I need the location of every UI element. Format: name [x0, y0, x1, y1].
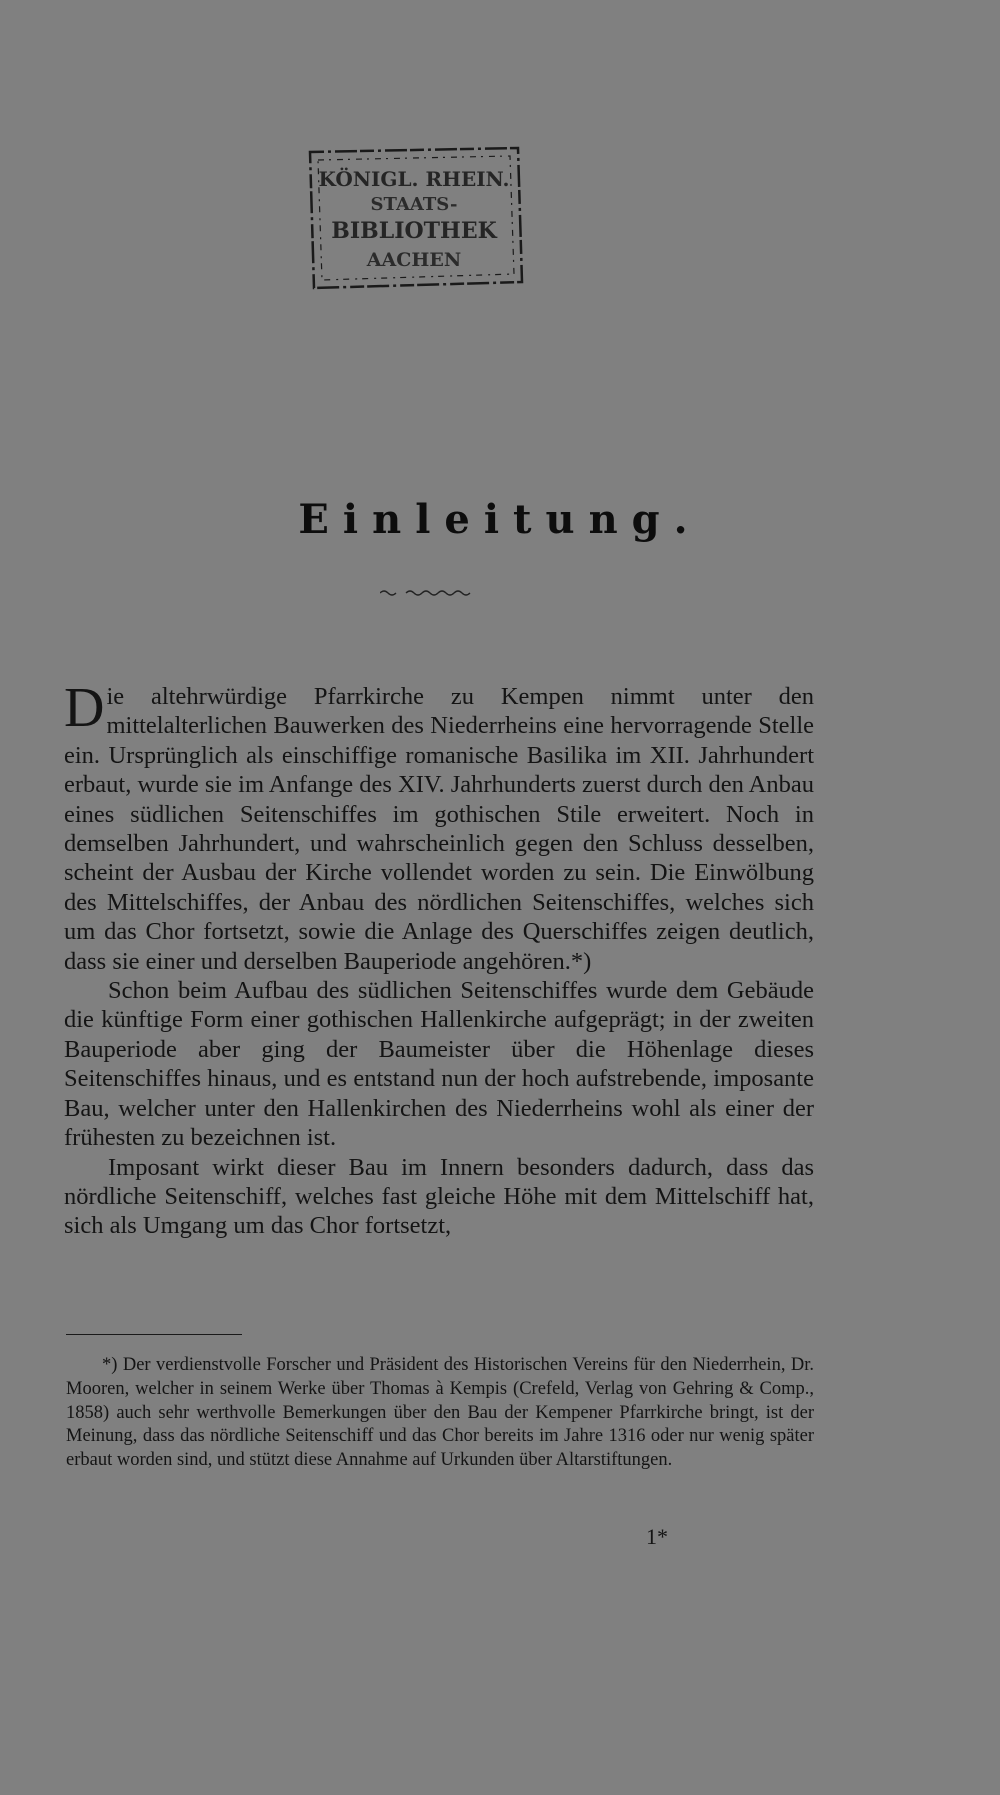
footnote-divider — [66, 1334, 242, 1335]
body-text — [64, 677, 815, 1241]
stamp-line-3: BIBLIOTHEK — [331, 218, 497, 244]
library-stamp — [296, 144, 530, 292]
paragraph-1: Die altehrwürdige Pfarrkirche zu Kempen nimmt unter den mittelalterlichen Bauwerken des Niederrheins eine hervorragende Stelle ein. Ursprünglich als einschiffige romanische Basilika im XII. Jahrhundert erbaut, wurde sie im Anfange des XIV. Jahrhunderts zuerst durch den Anbau eines südlichen Seitenschiffes im gothischen Stile erweitert. Noch in demselben Jahrhundert, und wahrscheinlich gegen den Schluss desselben, scheint der Ausbau der Kirche vollendet worden zu sein. Die Einwölbung des Mittelschiffes, der Anbau des nördlichen Seitenschiffes, welches sich um das Chor fortsetzt, sowie die Anlage des Querschiffes zeigen deutlich, dass sie einer und derselben Bauperiode angehören.*) — [64, 677, 815, 975]
stamp-line-1: KÖNIGL. RHEIN. — [318, 167, 510, 191]
footnote: *) Der verdienstvolle Forscher und Präsident des Historischen Vereins für den Niederrhein, Dr. Mooren, welcher in seinem Werke über Thomas à Kempis (Crefeld, Verlag von Gehring & Comp., 1858) auch sehr werthvolle Bemerkungen über den Bau der Kempener Pfarrkirche bringt, ist der Meinung, dass das nördliche Seitenschiff und das Chor bereits im Jahre 1316 oder nur wenig später erbaut worden sind, und stützt diese Annahme auf Urkunden über Altarstiftungen. — [66, 1355, 814, 1471]
library-stamp-icon — [296, 144, 530, 292]
stamp-line-2: STAATS- — [370, 194, 458, 215]
stamp-line-4: AACHEN — [366, 249, 462, 271]
signature-mark: 1* — [646, 1524, 668, 1549]
title-ornament-icon — [380, 588, 500, 598]
paragraph-3: Imposant wirkt dieser Bau im Innern besonders dadurch, dass das nördliche Seitenschiff, welches fast gleiche Höhe mit dem Mittelschiff hat, sich als Umgang um das Chor fortsetzt, — [64, 1153, 814, 1240]
chapter-title: Einleitung. — [298, 496, 702, 543]
paragraph-2: Schon beim Aufbau des südlichen Seitenschiffes wurde dem Gebäude die künftige Form einer gothischen Hallenkirche aufgeprägt; in der zweiten Bauperiode aber ging der Baumeister über die Höhenlage dieses Seitenschiffes hinaus, und es entstand nun der hoch aufstrebende, imposante Bau, welcher unter den Hallenkirchen des Niederrheins wohl als einer der frühesten zu bezeichnen ist. — [64, 977, 814, 1152]
